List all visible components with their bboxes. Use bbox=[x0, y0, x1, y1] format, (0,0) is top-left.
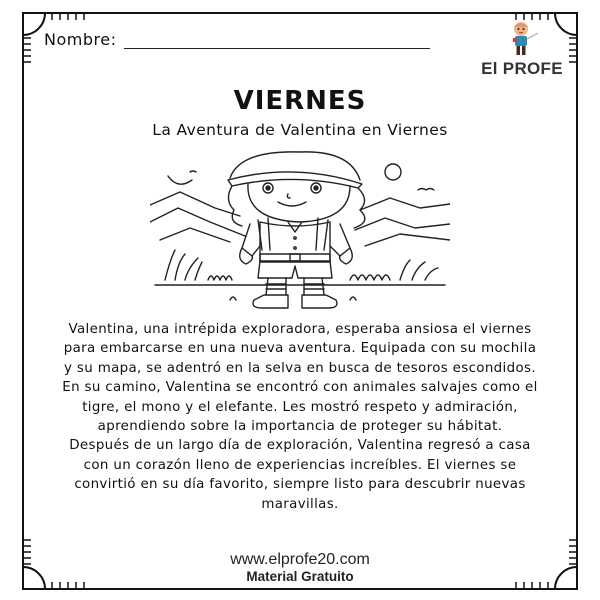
page-subtitle: La Aventura de Valentina en Viernes bbox=[152, 121, 448, 139]
page-title: VIERNES bbox=[233, 86, 367, 116]
story-paragraph-1: Valentina, una intrépida exploradora, esperaba ansiosa el viernes para embarcarse en una nueva aventura. Equipada con su mochila y su mapa, se adentró en la selva en busca de tesoros escondidos. bbox=[63, 322, 537, 376]
story-paragraph-3: Después de un largo día de exploración, Valentina regresó a casa con un corazón lleno de experiencias increíbles. El viernes se convirtió en su día favorito, siempre listo para descubrir nuevas maravillas. bbox=[69, 438, 531, 512]
website-link[interactable]: www.elprofe20.com bbox=[230, 551, 370, 568]
logo-text: El PROFE bbox=[481, 59, 563, 78]
name-row bbox=[44, 30, 430, 49]
explorer-girl-illustration bbox=[150, 150, 450, 310]
name-label: Nombre: bbox=[44, 30, 117, 49]
story-paragraph-2: En su camino, Valentina se encontró con animales salvajes como el tigre, el mono y el elefante. Les mostró respeto y admiración, aprendiendo sobre la importancia de proteger su hábitat. bbox=[62, 380, 538, 435]
el-profe-logo bbox=[472, 20, 572, 79]
footer-note: Material Gratuito bbox=[246, 569, 354, 584]
teacher-icon bbox=[502, 20, 542, 56]
name-field[interactable] bbox=[124, 34, 430, 49]
story-text bbox=[62, 320, 538, 514]
